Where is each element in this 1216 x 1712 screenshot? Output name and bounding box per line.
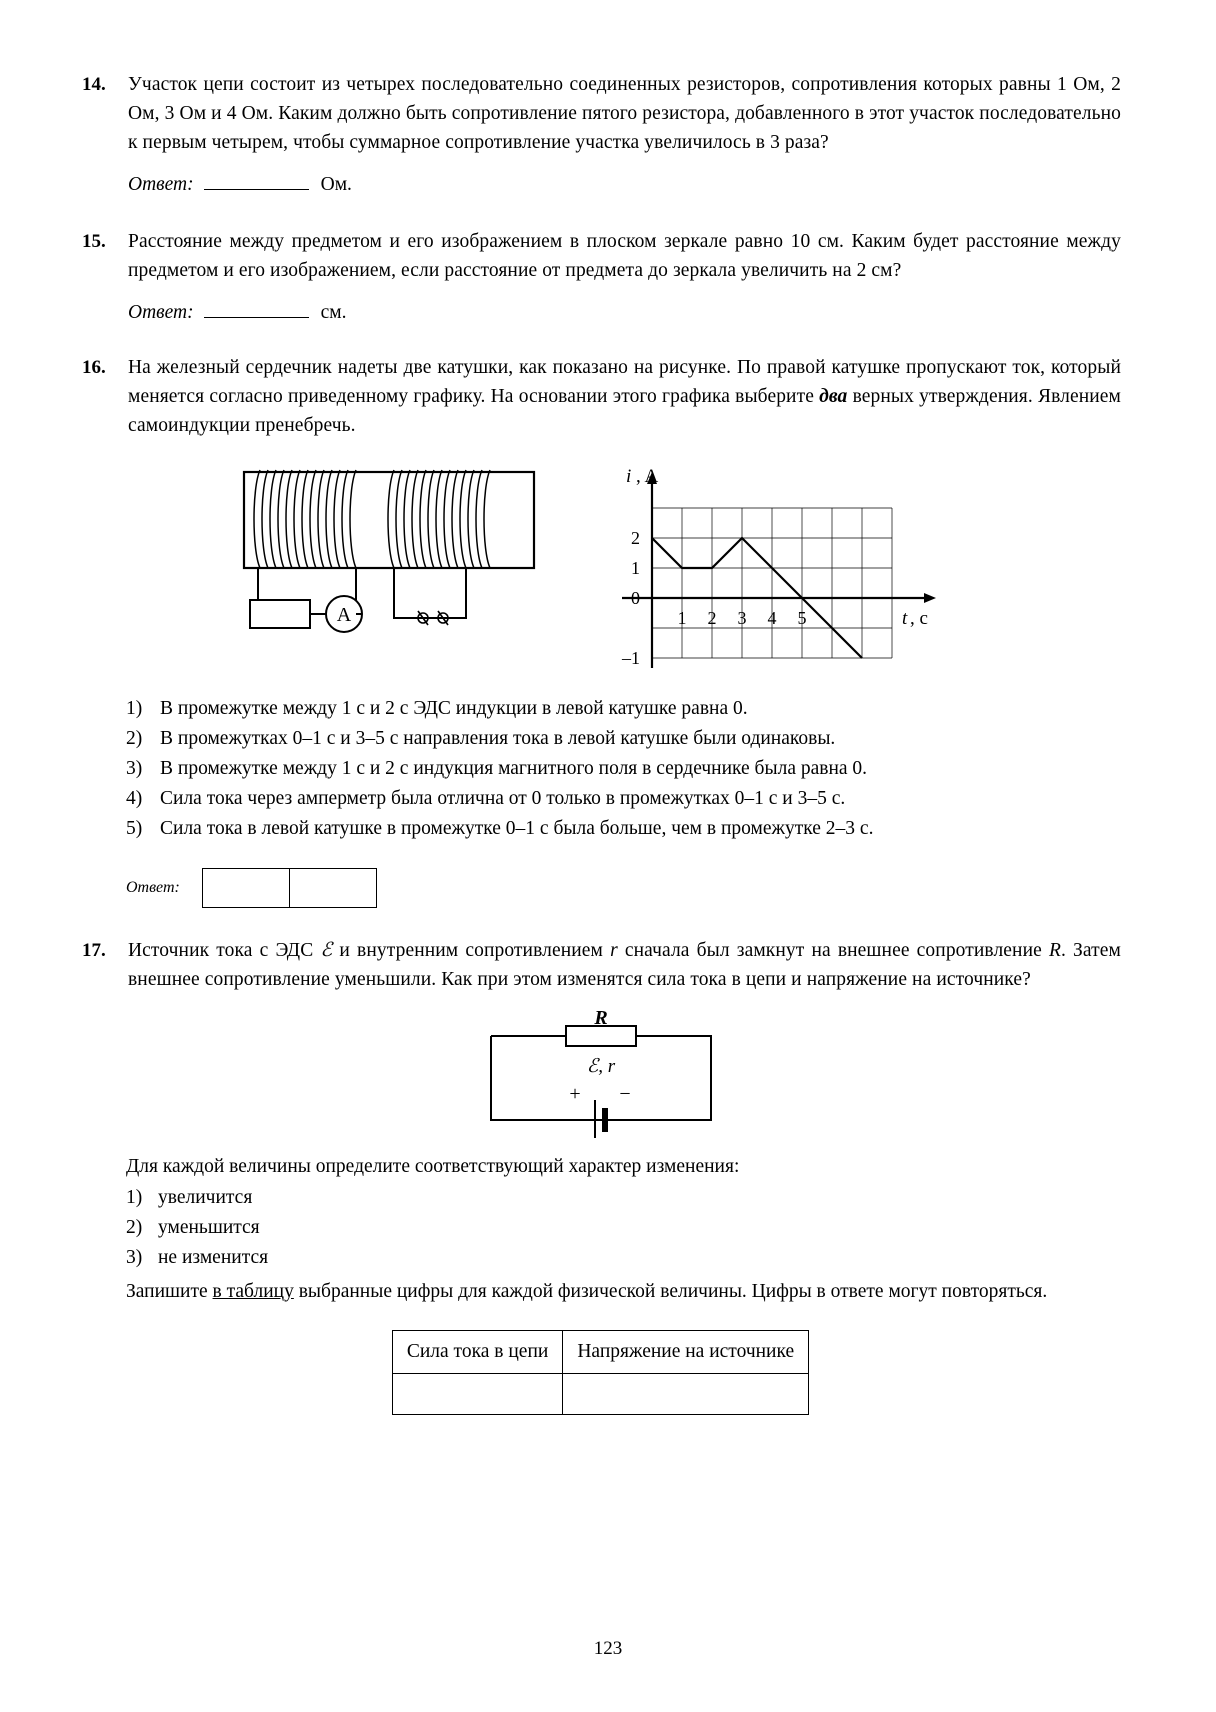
task-15 (80, 227, 1121, 337)
y-tick-1: 1 (630, 558, 640, 578)
task-16-text (128, 353, 1121, 440)
external-resistance-symbol: R (1048, 940, 1061, 961)
option-item[interactable] (126, 1243, 1121, 1273)
answer-blank[interactable] (204, 300, 309, 318)
option-number: 3) (126, 758, 143, 779)
task-17-text (128, 936, 1121, 994)
current-graph (606, 458, 966, 678)
table-answer-cell-1[interactable] (392, 1374, 562, 1415)
option-item[interactable] (126, 784, 1121, 814)
task-14-number: 14. (82, 74, 106, 95)
option-text: Сила тока через амперметр была отлична от 0 только в промежутках 0–1 с и 3–5 с. (160, 788, 846, 809)
task-17-instruction (126, 1277, 1121, 1306)
emf-symbol: ℰ (320, 940, 333, 961)
answer-label: Ответ: (128, 174, 194, 195)
answer-table (392, 1330, 809, 1415)
answer-unit: Ом. (320, 174, 352, 195)
option-text: не изменится (158, 1247, 269, 1268)
task-17 (80, 936, 1121, 994)
x-tick-2: 2 (707, 608, 716, 628)
plus-sign: + (568, 1083, 581, 1105)
task-17-text-part2: и внутренним сопротивлением (332, 940, 611, 961)
table-answer-cell-2[interactable] (563, 1374, 809, 1415)
task-17-text-part4: . Затем внешнее сопротивление уменьшили. Как при этом изменятся сила тока в цепи и напряжение на источнике? (128, 940, 1121, 990)
y-axis-unit: , A (635, 466, 658, 487)
option-number: 5) (126, 818, 143, 839)
task-16 (80, 353, 1121, 440)
option-item[interactable] (126, 814, 1121, 844)
answer-blank[interactable] (204, 172, 309, 190)
task-17-text-part3: сначала был замкнут на внешнее сопротивление (617, 940, 1049, 961)
task-15-answer (128, 299, 1121, 327)
answer-label: Ответ: (126, 879, 180, 896)
source-label: ℰ, r (586, 1056, 615, 1077)
option-item[interactable] (126, 724, 1121, 754)
task-14-answer (128, 171, 1121, 199)
answer-cell-2[interactable] (290, 869, 376, 907)
task-17-text-part1: Источник тока с ЭДС (128, 940, 321, 961)
option-number: 1) (126, 1187, 143, 1208)
answer-label: Ответ: (128, 302, 194, 323)
minus-sign: − (618, 1083, 631, 1105)
task-16-options (126, 694, 1121, 844)
option-item[interactable] (126, 694, 1121, 724)
task-16-figures (80, 458, 1121, 678)
y-axis-label: i (625, 466, 631, 487)
option-number: 2) (126, 1217, 143, 1238)
option-text: В промежутках 0–1 с и 3–5 с направления тока в левой катушке были одинаковы. (160, 728, 836, 749)
option-item[interactable] (126, 754, 1121, 784)
option-number: 2) (126, 728, 143, 749)
task-17-figure (80, 1008, 1121, 1138)
x-axis-unit: , c (909, 608, 928, 629)
task-15-text: Расстояние между предметом и его изображением в плоском зеркале равно 10 см. Каким будет расстояние между предметом и его изображением, если расстояние от предмета до зеркала увеличить на 2 см? (128, 231, 1121, 281)
instruction-part2: выбранные цифры для каждой физической величины. Цифры в ответе могут повторяться. (293, 1281, 1048, 1302)
x-tick-5: 5 (797, 608, 806, 628)
option-text: уменьшится (158, 1217, 260, 1238)
option-number: 4) (126, 788, 143, 809)
x-tick-3: 3 (737, 608, 746, 628)
task-16-emphasis: два (819, 386, 848, 407)
task-14 (80, 70, 1121, 209)
task-17-options (126, 1183, 1121, 1273)
coils-figure (236, 458, 566, 658)
internal-resistance-symbol: r (610, 940, 618, 961)
x-tick-4: 4 (767, 608, 776, 628)
y-tick-0: 0 (630, 588, 640, 608)
y-tick-2: 2 (630, 528, 640, 548)
option-number: 3) (126, 1247, 143, 1268)
task-16-number: 16. (82, 357, 106, 378)
task-17-lead-in: Для каждой величины определите соответствующий характер изменения: (126, 1156, 740, 1177)
x-tick-1: 1 (677, 608, 686, 628)
table-header-cell: Сила тока в цепи (392, 1331, 562, 1374)
task-16-answer (126, 868, 1121, 908)
circuit-figure (471, 1008, 731, 1138)
option-number: 1) (126, 698, 143, 719)
option-item[interactable] (126, 1183, 1121, 1213)
option-item[interactable] (126, 1213, 1121, 1243)
option-text: В промежутке между 1 с и 2 с индукция магнитного поля в сердечнике была равна 0. (160, 758, 868, 779)
page-number: 123 (593, 1638, 623, 1659)
task-16-text-part2: верных утверждения. Явлением самоиндукции пренебречь. (128, 386, 1121, 436)
answer-unit: см. (320, 302, 347, 323)
ammeter-label: A (336, 604, 351, 626)
option-text: Сила тока в левой катушке в промежутке 0–1 с была больше, чем в промежутке 2–3 с. (160, 818, 874, 839)
option-text: В промежутке между 1 с и 2 с ЭДС индукции в левой катушке равна 0. (160, 698, 748, 719)
task-14-text: Участок цепи состоит из четырех последовательно соединенных резисторов, сопротивления которых равны 1 Ом, 2 Ом, 3 Ом и 4 Ом. Каким должно быть сопротивление пятого резистора, добавленного в этот участок последовательно к первым четырем, чтобы суммарное сопротивление участка увеличилось в 3 раза? (128, 74, 1121, 153)
table-header-cell: Напряжение на источнике (563, 1331, 809, 1374)
task-17-table-wrap (80, 1330, 1121, 1415)
table-row (392, 1374, 808, 1415)
option-text: увеличится (158, 1187, 253, 1208)
task-16-text-part1: На железный сердечник надеты две катушки, как показано на рисунке. По правой катушке пропускают ток, который меняется согласно приведенному графику. На основании этого графика выберите (128, 357, 1121, 407)
y-tick-minus1: –1 (621, 648, 640, 668)
table-header-row (392, 1331, 808, 1374)
resistor-label: R (593, 1008, 608, 1029)
answer-cell-1[interactable] (203, 869, 290, 907)
task-17-number: 17. (82, 940, 106, 961)
task-15-number: 15. (82, 231, 106, 252)
instruction-part1: Запишите (126, 1281, 213, 1302)
instruction-underlined: в таблицу (212, 1281, 294, 1302)
answer-boxes[interactable] (202, 868, 377, 908)
x-axis-label: t (901, 608, 907, 629)
